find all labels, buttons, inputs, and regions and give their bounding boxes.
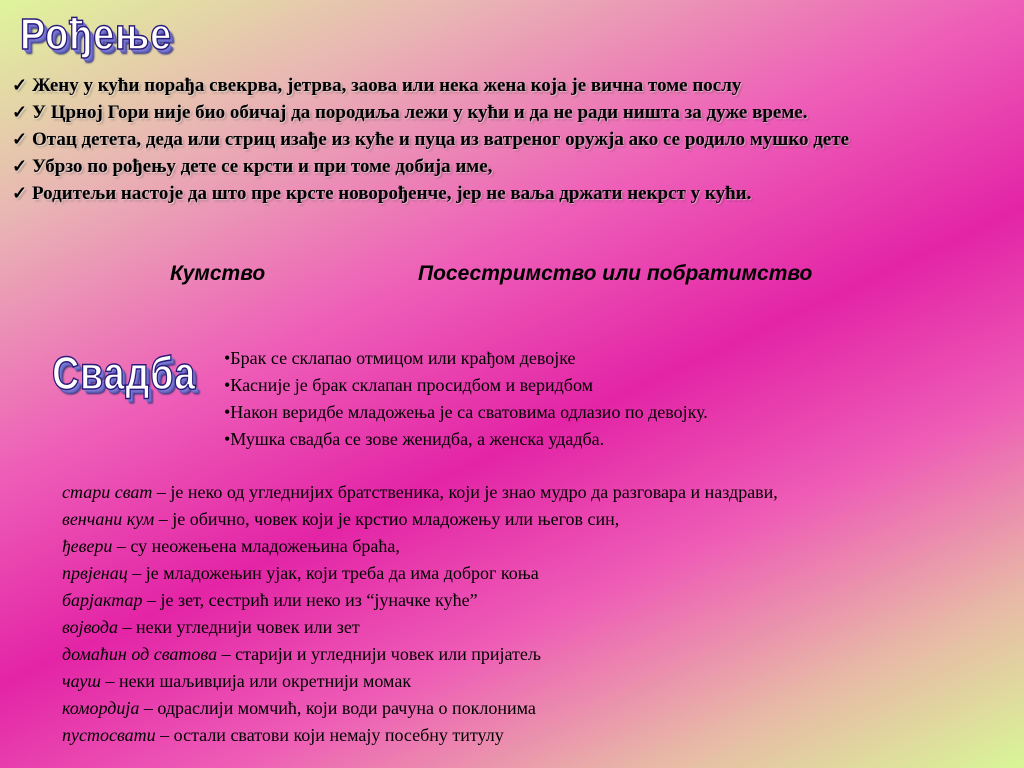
role-desc: – је неко од угледнијих братственика, који је знао мудро да разговара и наздрави, xyxy=(152,482,778,502)
svadba-item: •Након веридбе младожења је са сватовима одлазио по девојку. xyxy=(224,402,708,422)
rodjenje-list xyxy=(12,72,1020,207)
role-item xyxy=(62,668,778,695)
role-desc: – остали сватови који немају посебну титулу xyxy=(155,725,504,745)
role-desc: – старији и угледнији човек или пријатељ xyxy=(217,644,541,664)
rodjenje-item-text: Родитељи настоје да што пре крсте новорођенче, јер не ваља држати некрст у кући. xyxy=(32,183,752,204)
role-term: ђевери xyxy=(62,536,113,556)
rodjenje-item-text: Жену у кући порађа свекрва, јетрва, заова или нека жена која је вична томе послу xyxy=(32,75,742,96)
heading-kumstvo: Кумство xyxy=(170,262,266,285)
role-desc: – одраслији момчић, који води рачуна о поклонима xyxy=(139,698,536,718)
wedding-roles-list xyxy=(62,479,778,749)
check-icon: ✓ xyxy=(12,129,28,149)
role-item xyxy=(62,533,778,560)
svadba-item: •Мушка свадба се зове женидба, а женска удадба. xyxy=(224,429,605,449)
role-item xyxy=(62,479,778,506)
svadba-item: •Касније је брак склапан просидбом и веридбом xyxy=(224,375,593,395)
role-term: пустосвати xyxy=(62,725,156,745)
role-term: чауш xyxy=(62,671,101,691)
title-svadba: Свадба xyxy=(52,347,197,399)
role-item xyxy=(62,506,778,533)
rodjenje-item-text: Убрзо по рођењу дете се крсти и при томе добија име, xyxy=(32,156,493,177)
role-desc: – је зет, сестрић или неко из “јуначке куће” xyxy=(142,590,478,610)
role-item xyxy=(62,614,778,641)
rodjenje-item xyxy=(12,153,1020,180)
role-desc: – је младожењин ујак, који треба да има доброг коња xyxy=(127,563,539,583)
role-desc: – неки угледнији човек или зет xyxy=(118,617,360,637)
role-term: стари сват xyxy=(62,482,153,502)
rodjenje-item xyxy=(12,99,1020,126)
rodjenje-item xyxy=(12,72,1020,99)
kumstvo-row xyxy=(0,262,1024,292)
check-icon: ✓ xyxy=(12,75,28,95)
role-term: домаћин од сватова xyxy=(62,644,218,664)
role-item xyxy=(62,560,778,587)
role-item xyxy=(62,695,778,722)
role-item xyxy=(62,641,778,668)
rodjenje-item-text: Отац детета, деда или стриц изађе из куће и пуца из ватреног оружја ако се родило мушко дете xyxy=(32,129,850,150)
rodjenje-item xyxy=(12,126,1020,153)
role-item xyxy=(62,722,778,749)
role-term: комордија xyxy=(62,698,140,718)
role-term: венчани кум xyxy=(62,509,155,529)
role-item xyxy=(62,587,778,614)
role-term: првјенац xyxy=(62,563,128,583)
role-desc: – неки шаљивџија или окретнији момак xyxy=(100,671,412,691)
title-rodjenje: Рођење xyxy=(20,10,173,59)
svadba-list xyxy=(224,345,708,453)
role-desc: – су неожењена младожењина браћа, xyxy=(112,536,400,556)
check-icon: ✓ xyxy=(12,156,28,176)
rodjenje-item-text: У Црној Гори није био обичај да породиља лежи у кући и да не ради ништа за дуже време. xyxy=(32,102,808,123)
role-term: војвода xyxy=(62,617,119,637)
heading-posestrimstvo: Посестримство или побратимство xyxy=(418,262,813,285)
svadba-item: •Брак се склапао отмицом или крађом девојке xyxy=(224,348,576,368)
role-desc: – је обично, човек који је крстио младожењу или његов син, xyxy=(154,509,620,529)
check-icon: ✓ xyxy=(12,183,28,203)
check-icon: ✓ xyxy=(12,102,28,122)
rodjenje-item xyxy=(12,180,1020,207)
role-term: барјактар xyxy=(62,590,143,610)
